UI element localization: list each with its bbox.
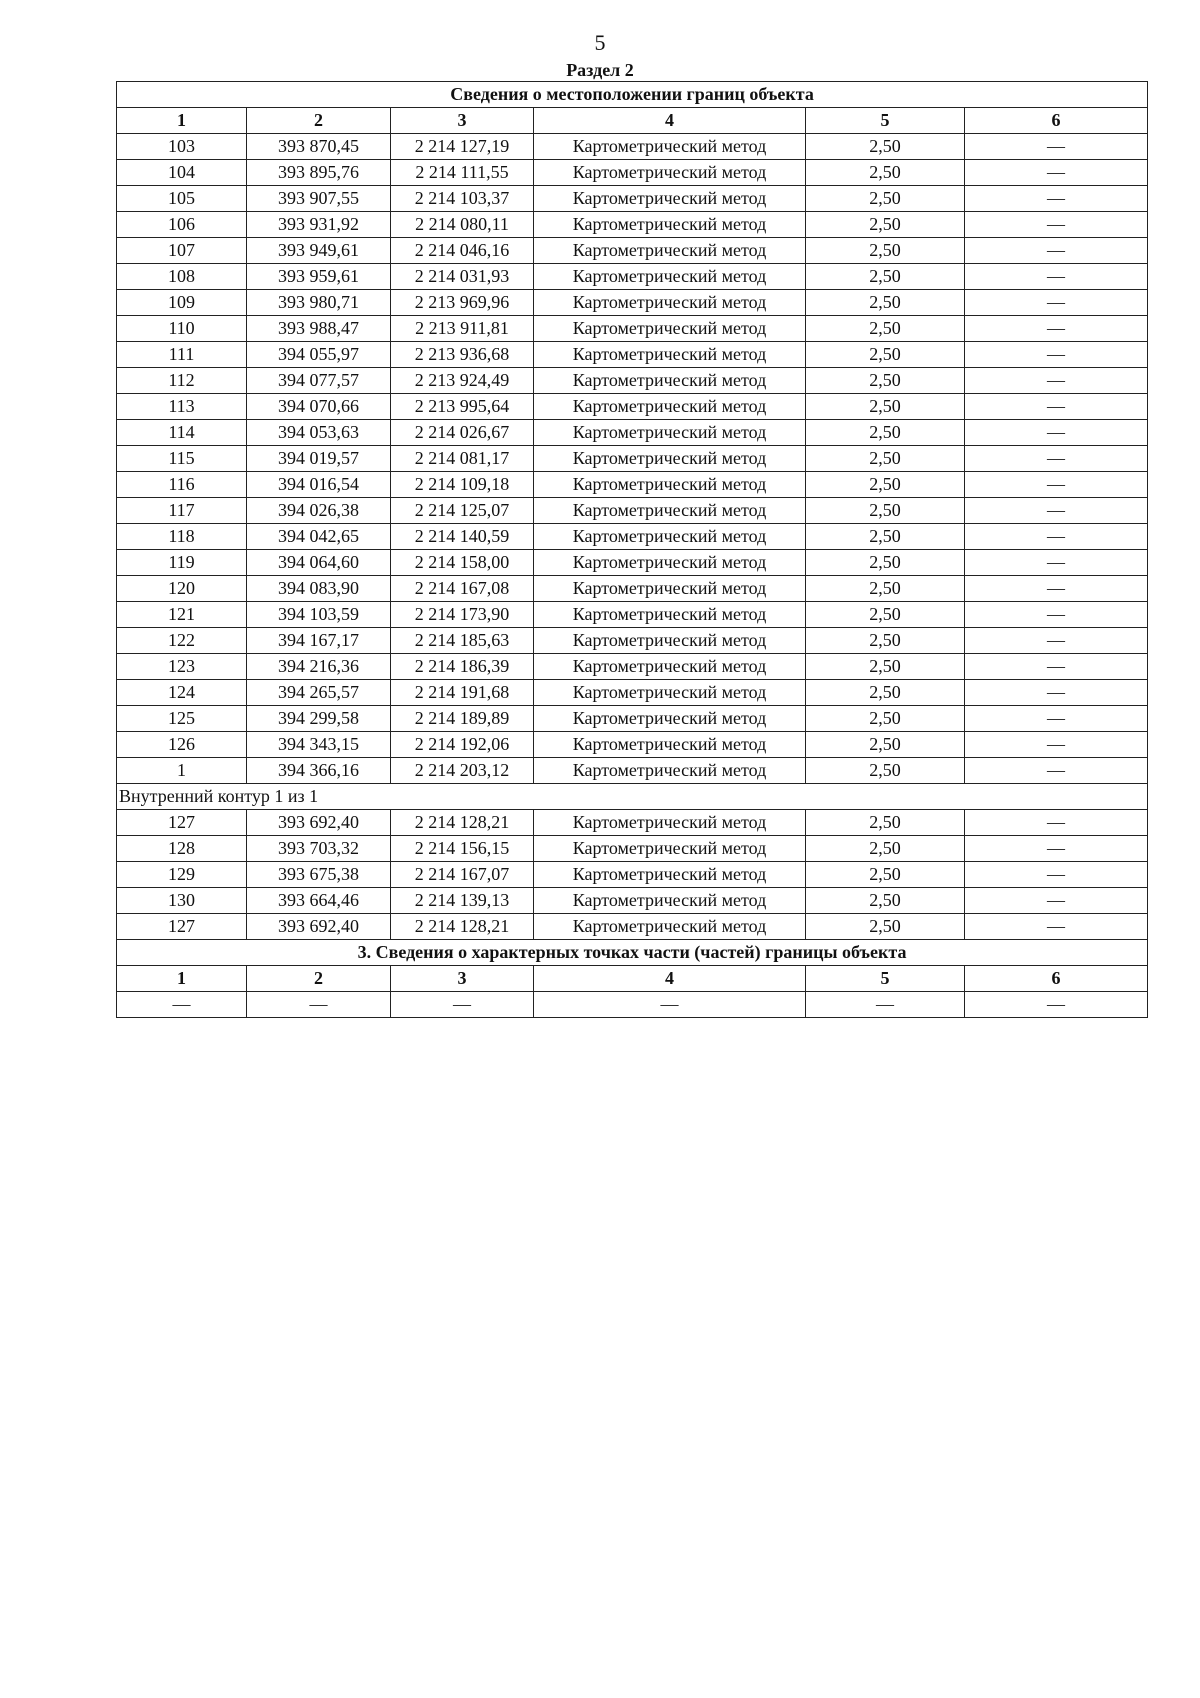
parts-row: [117, 992, 1148, 1018]
table-cell: —: [117, 992, 247, 1018]
table-cell: 2,50: [806, 134, 965, 160]
table-cell: 394 016,54: [247, 472, 391, 498]
table-cell: 393 959,61: [247, 264, 391, 290]
table-cell: —: [965, 264, 1148, 290]
table-cell: 120: [117, 576, 247, 602]
table-cell: 2,50: [806, 524, 965, 550]
table-cell: —: [965, 654, 1148, 680]
table-cell: Картометрический метод: [534, 498, 806, 524]
table-row: [117, 316, 1148, 342]
table-cell: Картометрический метод: [534, 446, 806, 472]
table-cell: 2,50: [806, 368, 965, 394]
table-cell: 2 214 203,12: [391, 758, 534, 784]
table-cell: —: [965, 836, 1148, 862]
table-cell: 2 214 026,67: [391, 420, 534, 446]
table-row: [117, 238, 1148, 264]
table-cell: 394 343,15: [247, 732, 391, 758]
table-cell: —: [965, 550, 1148, 576]
table-cell: —: [965, 368, 1148, 394]
column-header: 6: [965, 108, 1148, 134]
table-cell: 110: [117, 316, 247, 342]
table-row: [117, 602, 1148, 628]
table-cell: 2 214 125,07: [391, 498, 534, 524]
table-cell: Картометрический метод: [534, 888, 806, 914]
table-cell: 128: [117, 836, 247, 862]
table-cell: 393 980,71: [247, 290, 391, 316]
table-row: [117, 524, 1148, 550]
table-cell: Картометрический метод: [534, 212, 806, 238]
table-cell: —: [247, 992, 391, 1018]
table-cell: 2,50: [806, 446, 965, 472]
table-cell: 2,50: [806, 394, 965, 420]
table-cell: 2,50: [806, 550, 965, 576]
table-cell: 393 675,38: [247, 862, 391, 888]
table-row: [117, 654, 1148, 680]
table-row: [117, 420, 1148, 446]
table-row: [117, 810, 1148, 836]
table-cell: 2 214 081,17: [391, 446, 534, 472]
table-cell: —: [965, 212, 1148, 238]
table-cell: 394 053,63: [247, 420, 391, 446]
table-row: [117, 160, 1148, 186]
table-cell: Картометрический метод: [534, 394, 806, 420]
table-cell: 393 692,40: [247, 914, 391, 940]
table-cell: Картометрический метод: [534, 836, 806, 862]
table-cell: 2 214 127,19: [391, 134, 534, 160]
table-cell: —: [965, 628, 1148, 654]
table-cell: 393 870,45: [247, 134, 391, 160]
column-header: 1: [117, 108, 247, 134]
table-cell: 2 214 103,37: [391, 186, 534, 212]
table-cell: Картометрический метод: [534, 290, 806, 316]
table-cell: —: [391, 992, 534, 1018]
table-cell: Картометрический метод: [534, 134, 806, 160]
table-cell: 394 077,57: [247, 368, 391, 394]
table-cell: 394 103,59: [247, 602, 391, 628]
table-row: [117, 290, 1148, 316]
table-cell: 2 214 158,00: [391, 550, 534, 576]
table-cell: 2,50: [806, 264, 965, 290]
table-cell: 116: [117, 472, 247, 498]
parts-header-row: [117, 966, 1148, 992]
table-row: [117, 732, 1148, 758]
table-cell: 2 214 046,16: [391, 238, 534, 264]
table-cell: 2,50: [806, 862, 965, 888]
table-cell: Картометрический метод: [534, 264, 806, 290]
table-cell: 2 214 189,89: [391, 706, 534, 732]
table-cell: 393 988,47: [247, 316, 391, 342]
table-cell: 394 019,57: [247, 446, 391, 472]
table-cell: Картометрический метод: [534, 810, 806, 836]
table-cell: 2,50: [806, 732, 965, 758]
table-row: [117, 446, 1148, 472]
table-cell: 2 214 173,90: [391, 602, 534, 628]
table-row: [117, 888, 1148, 914]
table-cell: 2,50: [806, 836, 965, 862]
table-cell: 119: [117, 550, 247, 576]
table-cell: 115: [117, 446, 247, 472]
parts-title: 3. Сведения о характерных точках части (частей) границы объекта: [117, 940, 1148, 966]
table-cell: 393 703,32: [247, 836, 391, 862]
table-cell: 394 299,58: [247, 706, 391, 732]
table-cell: 107: [117, 238, 247, 264]
table-row: [117, 134, 1148, 160]
table-cell: —: [965, 472, 1148, 498]
table-cell: 106: [117, 212, 247, 238]
table-row: [117, 914, 1148, 940]
table-cell: Картометрический метод: [534, 368, 806, 394]
table-cell: Картометрический метод: [534, 706, 806, 732]
table-cell: 2,50: [806, 758, 965, 784]
table-cell: 2,50: [806, 498, 965, 524]
table-cell: —: [965, 914, 1148, 940]
table-cell: —: [534, 992, 806, 1018]
table-cell: 123: [117, 654, 247, 680]
table-cell: 394 042,65: [247, 524, 391, 550]
table-cell: 393 895,76: [247, 160, 391, 186]
table-cell: —: [965, 576, 1148, 602]
table-cell: 2,50: [806, 810, 965, 836]
table-cell: Картометрический метод: [534, 576, 806, 602]
parts-title-row: [117, 940, 1148, 966]
table-cell: 2,50: [806, 888, 965, 914]
column-header: 4: [534, 108, 806, 134]
table-cell: 2 214 139,13: [391, 888, 534, 914]
table-cell: 127: [117, 810, 247, 836]
table-cell: 2,50: [806, 914, 965, 940]
table-cell: 1: [117, 758, 247, 784]
table-cell: 2 214 128,21: [391, 810, 534, 836]
table-cell: 2,50: [806, 628, 965, 654]
table-cell: —: [965, 446, 1148, 472]
table-cell: 2,50: [806, 420, 965, 446]
table-cell: Картометрический метод: [534, 420, 806, 446]
table-cell: 2,50: [806, 186, 965, 212]
table-cell: Картометрический метод: [534, 654, 806, 680]
column-header-row: [117, 108, 1148, 134]
table-row: [117, 472, 1148, 498]
table-cell: —: [965, 706, 1148, 732]
table-cell: 393 664,46: [247, 888, 391, 914]
table-cell: 113: [117, 394, 247, 420]
table-cell: —: [965, 134, 1148, 160]
table-cell: 2,50: [806, 212, 965, 238]
table-cell: 2 214 191,68: [391, 680, 534, 706]
column-header: 6: [965, 966, 1148, 992]
table-row: [117, 498, 1148, 524]
column-header: 1: [117, 966, 247, 992]
table-cell: 2 214 140,59: [391, 524, 534, 550]
table-cell: —: [965, 160, 1148, 186]
table-cell: Картометрический метод: [534, 862, 806, 888]
table-cell: 127: [117, 914, 247, 940]
table-cell: 393 931,92: [247, 212, 391, 238]
table-cell: 125: [117, 706, 247, 732]
table-cell: 2 214 185,63: [391, 628, 534, 654]
table-cell: 394 064,60: [247, 550, 391, 576]
table-cell: 129: [117, 862, 247, 888]
table-cell: 2 214 111,55: [391, 160, 534, 186]
table-cell: 2 214 156,15: [391, 836, 534, 862]
table-cell: 103: [117, 134, 247, 160]
table-cell: 2 213 969,96: [391, 290, 534, 316]
table-cell: 105: [117, 186, 247, 212]
table-title-row: [117, 82, 1148, 108]
table-cell: 2 213 924,49: [391, 368, 534, 394]
table-row: [117, 342, 1148, 368]
table-cell: —: [965, 394, 1148, 420]
table-cell: 2,50: [806, 680, 965, 706]
table-cell: 394 265,57: [247, 680, 391, 706]
table-cell: 2,50: [806, 316, 965, 342]
table-cell: —: [965, 290, 1148, 316]
table-cell: 394 055,97: [247, 342, 391, 368]
table-row: [117, 394, 1148, 420]
table-cell: 393 907,55: [247, 186, 391, 212]
table-cell: 2 214 109,18: [391, 472, 534, 498]
table-cell: —: [965, 732, 1148, 758]
table-cell: 2,50: [806, 576, 965, 602]
table-row: [117, 836, 1148, 862]
table-cell: 394 070,66: [247, 394, 391, 420]
column-header: 5: [806, 108, 965, 134]
table-cell: 124: [117, 680, 247, 706]
table-cell: 393 692,40: [247, 810, 391, 836]
table-cell: 2 214 080,11: [391, 212, 534, 238]
table-cell: Картометрический метод: [534, 732, 806, 758]
table-cell: 108: [117, 264, 247, 290]
table-cell: Картометрический метод: [534, 186, 806, 212]
table-cell: 114: [117, 420, 247, 446]
table-cell: Картометрический метод: [534, 680, 806, 706]
table-cell: Картометрический метод: [534, 602, 806, 628]
table-row: [117, 550, 1148, 576]
table-row: [117, 680, 1148, 706]
table-cell: 2,50: [806, 290, 965, 316]
table-cell: 2 214 167,08: [391, 576, 534, 602]
table-cell: 2 214 186,39: [391, 654, 534, 680]
section-title: Раздел 2: [566, 60, 634, 80]
table-cell: 2 213 936,68: [391, 342, 534, 368]
table-cell: 109: [117, 290, 247, 316]
table-cell: 394 366,16: [247, 758, 391, 784]
table-cell: Картометрический метод: [534, 472, 806, 498]
table-cell: —: [806, 992, 965, 1018]
table-cell: Картометрический метод: [534, 524, 806, 550]
table-cell: 2,50: [806, 654, 965, 680]
table-cell: 2 214 167,07: [391, 862, 534, 888]
table-cell: Картометрический метод: [534, 758, 806, 784]
table-cell: 394 083,90: [247, 576, 391, 602]
table-cell: —: [965, 498, 1148, 524]
table-row: [117, 368, 1148, 394]
table-cell: 112: [117, 368, 247, 394]
table-cell: Картометрический метод: [534, 238, 806, 264]
table-cell: 2,50: [806, 238, 965, 264]
table-row: [117, 576, 1148, 602]
table-cell: —: [965, 420, 1148, 446]
table-cell: —: [965, 238, 1148, 264]
table-cell: 2 213 911,81: [391, 316, 534, 342]
page-number: 5: [594, 30, 606, 55]
table-cell: 117: [117, 498, 247, 524]
table-cell: 126: [117, 732, 247, 758]
table-cell: 2,50: [806, 472, 965, 498]
table-row: [117, 862, 1148, 888]
table-cell: 111: [117, 342, 247, 368]
inner-contour-row: [117, 784, 1148, 810]
table-cell: 118: [117, 524, 247, 550]
table-cell: 2,50: [806, 706, 965, 732]
column-header: 2: [247, 108, 391, 134]
table-cell: 122: [117, 628, 247, 654]
table-cell: Картометрический метод: [534, 160, 806, 186]
table-row: [117, 628, 1148, 654]
table-cell: Картометрический метод: [534, 628, 806, 654]
column-header: 5: [806, 966, 965, 992]
table-row: [117, 264, 1148, 290]
column-header: 4: [534, 966, 806, 992]
table-row: [117, 186, 1148, 212]
table-cell: Картометрический метод: [534, 316, 806, 342]
table-cell: 104: [117, 160, 247, 186]
table-cell: 394 167,17: [247, 628, 391, 654]
boundary-table: [116, 81, 1148, 1018]
table-cell: —: [965, 992, 1148, 1018]
table-cell: —: [965, 888, 1148, 914]
table-cell: —: [965, 602, 1148, 628]
column-header: 2: [247, 966, 391, 992]
column-header: 3: [391, 108, 534, 134]
table-cell: —: [965, 342, 1148, 368]
table-cell: —: [965, 810, 1148, 836]
table-cell: 394 026,38: [247, 498, 391, 524]
table-cell: —: [965, 862, 1148, 888]
table-cell: —: [965, 680, 1148, 706]
table-cell: 2,50: [806, 160, 965, 186]
table-cell: 130: [117, 888, 247, 914]
inner-contour-label: Внутренний контур 1 из 1: [117, 784, 1148, 810]
table-title: Сведения о местоположении границ объекта: [117, 82, 1148, 108]
table-cell: Картометрический метод: [534, 914, 806, 940]
table-cell: —: [965, 186, 1148, 212]
table-cell: 2,50: [806, 602, 965, 628]
table-cell: Картометрический метод: [534, 550, 806, 576]
table-cell: 393 949,61: [247, 238, 391, 264]
table-row: [117, 706, 1148, 732]
table-cell: 121: [117, 602, 247, 628]
table-cell: 2,50: [806, 342, 965, 368]
table-cell: 2 214 128,21: [391, 914, 534, 940]
table-cell: —: [965, 316, 1148, 342]
table-cell: Картометрический метод: [534, 342, 806, 368]
table-cell: —: [965, 524, 1148, 550]
column-header: 3: [391, 966, 534, 992]
table-row: [117, 212, 1148, 238]
table-cell: 2 213 995,64: [391, 394, 534, 420]
table-row: [117, 758, 1148, 784]
table-cell: 2 214 192,06: [391, 732, 534, 758]
table-cell: 394 216,36: [247, 654, 391, 680]
table-cell: 2 214 031,93: [391, 264, 534, 290]
table-cell: —: [965, 758, 1148, 784]
